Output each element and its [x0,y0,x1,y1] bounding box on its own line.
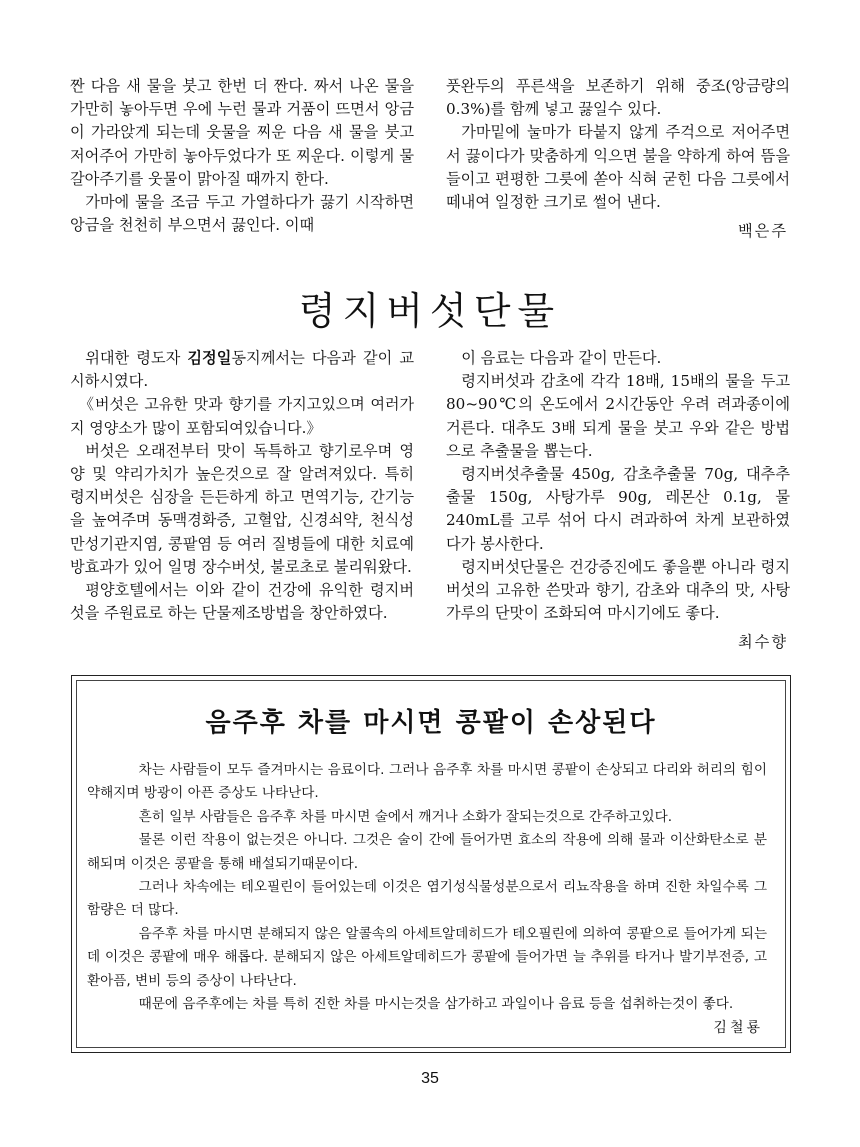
paragraph: 그러나 차속에는 테오필린이 들어있는데 이것은 염기성식물성분으로서 리뇨작용을 하며 진한 차일수록 그 함량은 더 많다. [87,879,767,919]
boxed-article [71,675,791,1053]
author-byline: 백은주 [737,222,788,241]
paragraph: 풋완두의 푸른색을 보존하기 위해 중조(앙금량의 0.3%)를 함께 넣고 끓일수 있다. [446,77,790,119]
top-left-column [70,75,414,237]
box-body [87,759,767,1016]
intro-text: 위대한 령도자 [85,349,188,367]
article-right-column [446,347,790,655]
article-title: 령지버섯단물 [298,289,562,333]
leader-name: 김정일 [187,349,232,367]
paragraph: 가마에 물을 조금 두고 가열하다가 끓기 시작하면 앙금을 천천히 부으면서 끓인다. 이때 [70,193,414,235]
paragraph: 이 음료는 다음과 같이 만든다. [461,349,662,367]
paragraph: 령지버섯단물은 건강증진에도 좋을뿐 아니라 령지버섯의 고유한 쓴맛과 향기, 감초와 대추의 맛, 사탕가루의 단맛이 조화되여 마시기에도 좋다. [446,557,790,623]
paragraph: 령지버섯과 감초에 각각 18배, 15배의 물을 두고 80~90℃의 온도에서 2시간동안 우려 려과종이에 거른다. 대추도 3배 되게 물을 붓고 우와 같은 방법으로 추출물을 뽑는다. [446,372,790,460]
article-left-column [70,347,414,625]
intro-paragraph [70,347,414,393]
box-title: 음주후 차를 마시면 콩팥이 손상된다 [205,708,657,738]
box-inner-border [76,680,786,1048]
paragraph: 가마밑에 눌마가 타붙지 않게 주걱으로 저어주면서 끓이다가 맞춤하게 익으면 불을 약하게 하여 뜸을 들이고 편평한 그릇에 쏟아 식혀 굳힌 다음 그릇에서 떼내여 일정한 크기로 썰어 낸다. [446,123,790,212]
paragraph: 때문에 음주후에는 차를 특히 진한 차를 마시는것을 삼가하고 과일이나 음료 등을 섭취하는것이 좋다. [138,996,734,1013]
author-byline: 김철룡 [713,1020,763,1036]
paragraph: 평양호텔에서는 이와 같이 건강에 유익한 령지버섯을 주원료로 하는 단물제조방법을 창안하였다. [70,581,414,623]
paragraph: 버섯은 오래전부터 맛이 독특하고 향기로우며 영양 및 약리가치가 높은것으로 잘 알려져있다. 특히 령지버섯은 심장을 든든하게 하고 면역기능, 간기능을 높여주며 동맥경화증, 고혈압, 신경쇠약, 천식성만성기관지염, 콩팥염 등 여러 질병들에 대한 치료예방효과가 있어 일명 장수버섯, 불로초로 불리워왔다. [70,441,414,576]
paragraph: 음주후 차를 마시면 분해되지 않은 알콜속의 아세트알데히드가 테오필린에 의하여 콩팥으로 들어가게 되는데 이것은 콩팥에 매우 해롭다. 분해되지 않은 아세트알데히드가 콩팥에 들어가면 늘 추위를 타거나 발기부전증, 고환아픔, 변비 등의 증상이 나타난다. [87,925,767,989]
intro-text: 동지께서는 다음과 같이 교시하시였다. [70,349,414,391]
paragraph: 령지버섯추출물 450g, 감초추출물 70g, 대추추출물 150g, 사탕가루 90g, 레몬산 0.1g, 물 240mL를 고루 섞어 다시 려과하여 차게 보관하였다가 봉사한다. [446,465,790,553]
author-byline: 최수향 [737,633,788,652]
paragraph: 흔히 일부 사람들은 음주후 차를 마시면 술에서 깨거나 소화가 잘되는것으로 간주하고있다. [138,808,673,825]
page-number: 35 [421,1070,439,1087]
quotation: 《버섯은 고유한 맛과 향기를 가지고있으며 여러가지 영양소가 많이 포함되여있습니다.》 [70,395,414,437]
paragraph: 짠 다음 새 물을 붓고 한번 더 짠다. 짜서 나온 물을 가만히 놓아두면 우에 누런 물과 거품이 뜨면서 앙금이 가라앉게 되는데 웃물을 찌운 다음 새 물을 붓고 저어주어 가만히 놓아두었다가 또 찌운다. 이렇게 물갈아주기를 웃물이 맑아질 때까지 한다. [70,77,414,188]
paragraph: 물론 이런 작용이 없는것은 아니다. 그것은 술이 간에 들어가면 효소의 작용에 의해 물과 이산화탄소로 분해되며 이것은 콩팥을 통해 배설되기때문이다. [87,832,767,872]
paragraph: 차는 사람들이 모두 즐겨마시는 음료이다. 그러나 음주후 차를 마시면 콩팥이 손상되고 다리와 허리의 힘이 약해지며 방광이 아픈 증상도 나타난다. [87,762,767,802]
top-right-column [446,75,790,243]
